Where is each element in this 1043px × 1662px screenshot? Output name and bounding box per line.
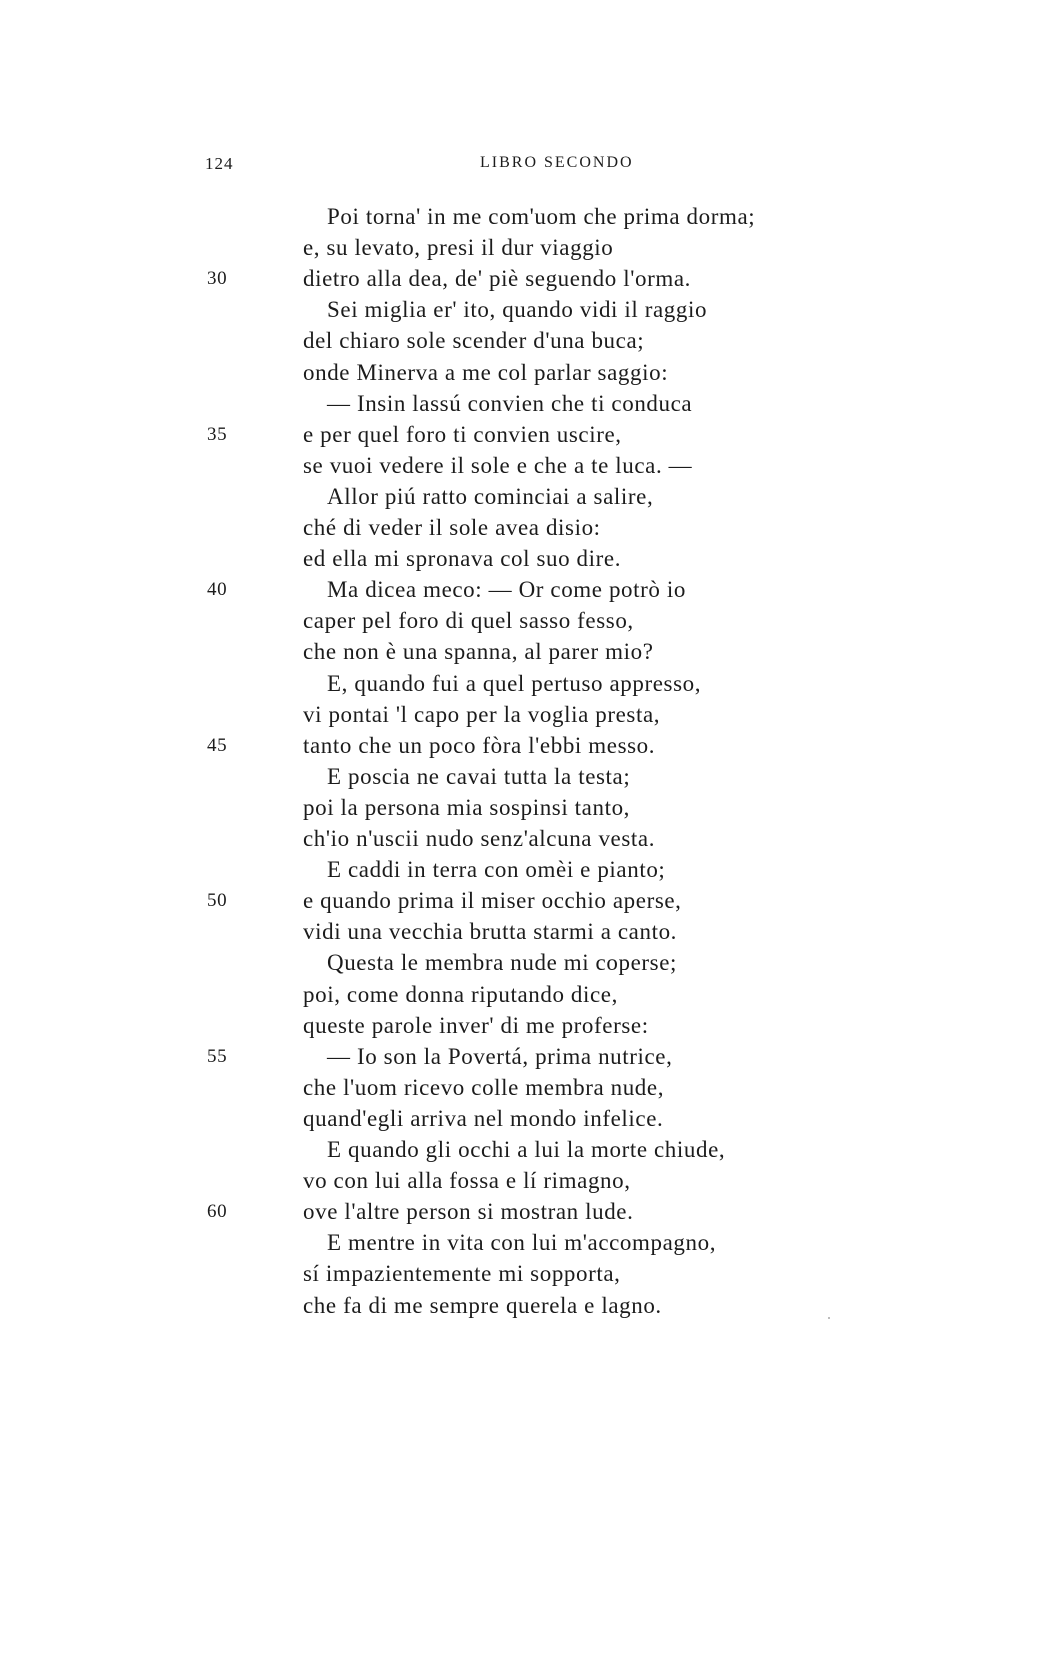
running-head: LIBRO SECONDO — [480, 154, 634, 171]
verse-text: ove l'altre person si mostran lude. — [303, 1199, 634, 1224]
verse-text: tanto che un poco fòra l'ebbi messo. — [303, 733, 656, 758]
page-number: 124 — [205, 154, 234, 173]
verse-text: poi, come donna riputando dice, — [303, 982, 618, 1007]
verse-text: quand'egli arriva nel mondo infelice. — [303, 1106, 664, 1131]
verse-text: poi la persona mia sospinsi tanto, — [303, 795, 631, 820]
verse-text: ch'io n'uscii nudo senz'alcuna vesta. — [303, 826, 656, 851]
verse-text: E, quando fui a quel pertuso appresso, — [327, 671, 702, 696]
verse-text: E caddi in terra con omèi e pianto; — [327, 857, 666, 882]
verse-text: sí impazientemente mi sopporta, — [303, 1261, 621, 1286]
verse-text: E mentre in vita con lui m'accompagno, — [327, 1230, 717, 1255]
verse-text: se vuoi vedere il sole e che a te luca. — — [303, 453, 693, 478]
verse-text: — Insin lassú convien che ti conduca — [327, 391, 693, 416]
line-number: 50 — [207, 890, 228, 911]
verse-text: Ma dicea meco: — Or come potrò io — [327, 577, 686, 602]
verse-text: onde Minerva a me col parlar saggio: — [303, 360, 669, 385]
verse-text: Questa le membra nude mi coperse; — [327, 950, 677, 975]
verse-text: del chiaro sole scender d'una buca; — [303, 328, 645, 353]
verse-text: E poscia ne cavai tutta la testa; — [327, 764, 631, 789]
verse-text: queste parole inver' di me proferse: — [303, 1013, 649, 1038]
verse-text: e quando prima il miser occhio aperse, — [303, 888, 682, 913]
verse-text: E quando gli occhi a lui la morte chiude, — [327, 1137, 726, 1162]
verse-text: che l'uom ricevo colle membra nude, — [303, 1075, 665, 1100]
verse-text: caper pel foro di quel sasso fesso, — [303, 608, 634, 633]
verse-text: vo con lui alla fossa e lí rimagno, — [303, 1168, 631, 1193]
verse-text: e, su levato, presi il dur viaggio — [303, 235, 614, 260]
verse-text: Poi torna' in me com'uom che prima dorma; — [327, 204, 756, 229]
verse-text: Allor piú ratto cominciai a salire, — [327, 484, 654, 509]
verse-text: e per quel foro ti convien uscire, — [303, 422, 622, 447]
verse-text: vi pontai 'l capo per la voglia presta, — [303, 702, 661, 727]
verse-text: dietro alla dea, de' piè seguendo l'orma. — [303, 266, 691, 291]
line-number: 40 — [207, 579, 228, 600]
verse-text: ed ella mi spronava col suo dire. — [303, 546, 622, 571]
stray-mark — [828, 1317, 830, 1319]
verse-text: — Io son la Povertá, prima nutrice, — [327, 1044, 673, 1069]
verse-text: che non è una spanna, al parer mio? — [303, 639, 654, 664]
line-number: 60 — [207, 1201, 228, 1222]
verse-text: che fa di me sempre querela e lagno. — [303, 1293, 662, 1318]
verse-text: Sei miglia er' ito, quando vidi il raggio — [327, 297, 708, 322]
verse-text: vidi una vecchia brutta starmi a canto. — [303, 919, 678, 944]
verse-text: ché di veder il sole avea disio: — [303, 515, 601, 540]
line-number: 55 — [207, 1046, 228, 1067]
line-number: 30 — [207, 268, 228, 289]
line-number: 45 — [207, 735, 228, 756]
line-number: 35 — [207, 424, 228, 445]
